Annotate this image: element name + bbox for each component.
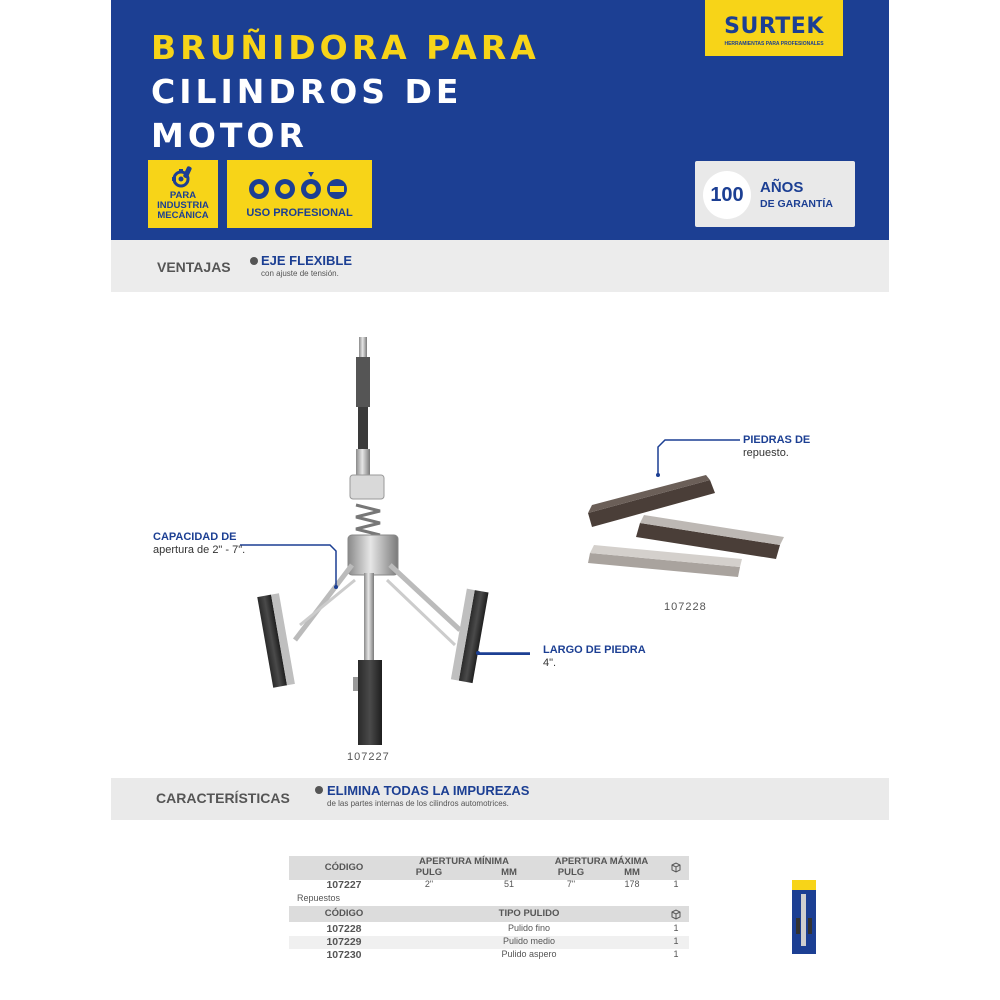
row-code: 107227 — [326, 879, 362, 891]
row-qty: 1 — [673, 936, 679, 946]
main-spec-table — [289, 856, 689, 892]
capacity-callout-sub: apertura de 2" - 7". — [153, 544, 246, 556]
usage-level-icon — [245, 172, 355, 200]
product-title-line-2: CILINDROS DE — [151, 72, 463, 111]
header-min-pulg: PULG — [415, 867, 443, 878]
advantages-label: VENTAJAS — [157, 259, 231, 275]
main-product-code: 107227 — [347, 751, 390, 763]
features-title: ELIMINA TODAS LA IMPUREZAS — [327, 783, 530, 798]
table-row — [289, 923, 689, 936]
industry-badge-text: PARA INDUSTRIA MECÁNICA — [157, 190, 209, 221]
package-thumbnail-image — [790, 878, 818, 956]
table-row — [289, 936, 689, 949]
row-max-mm: 178 — [624, 879, 640, 889]
surtek-logo — [705, 0, 843, 56]
advantages-subtitle: con ajuste de tensión. — [261, 269, 339, 278]
header-polish-type: TIPO PULIDO — [498, 908, 560, 919]
table-row — [289, 949, 689, 962]
brand-name: SURTEK — [724, 14, 824, 39]
cylinder-hone-image — [240, 325, 530, 750]
warranty-text: DE GARANTÍA — [760, 198, 833, 210]
features-label: CARACTERÍSTICAS — [156, 790, 290, 806]
row-qty: 1 — [673, 949, 679, 959]
gear-wrench-icon — [170, 164, 196, 190]
row-polish-type: Pulido medio — [502, 936, 556, 946]
features-subtitle: de las partes internas de los cilindros automotrices. — [327, 799, 509, 808]
row-max-pulg: 7" — [566, 879, 576, 889]
row-polish-type: Pulido fino — [507, 923, 551, 933]
capacity-callout-title: CAPACIDAD DE — [153, 531, 237, 543]
row-min-pulg: 2" — [424, 879, 434, 889]
header-max-mm: MM — [624, 867, 640, 878]
header-code: CÓDIGO — [324, 862, 364, 873]
row-qty: 1 — [673, 923, 679, 933]
header-max-opening: APERTURA MÁXIMA — [554, 856, 649, 867]
spares-table-header — [289, 906, 689, 922]
spares-table — [289, 906, 689, 966]
row-min-mm: 51 — [503, 879, 514, 889]
row-qty: 1 — [673, 879, 679, 889]
header-code: CÓDIGO — [324, 908, 364, 919]
spare-product-code: 107228 — [664, 601, 707, 613]
advantages-band — [111, 240, 889, 292]
bullet-icon — [315, 786, 323, 794]
table-row — [289, 879, 689, 892]
product-title-line-3: MOTOR — [151, 116, 308, 155]
row-code: 107229 — [326, 936, 362, 948]
warranty-badge — [695, 161, 855, 227]
bullet-icon — [250, 257, 258, 265]
spare-stones-callout-sub: repuesto. — [743, 447, 789, 459]
product-title-line-1: BRUÑIDORA PARA — [151, 28, 540, 67]
row-code: 107228 — [326, 923, 362, 935]
header-min-opening: APERTURA MÍNIMA — [419, 856, 509, 867]
header-max-pulg: PULG — [557, 867, 585, 878]
features-band — [111, 778, 889, 820]
stone-length-callout-sub: 4". — [543, 657, 557, 669]
main-table-header — [289, 856, 689, 880]
brand-tagline: HERRAMIENTAS PARA PROFESIONALES — [724, 41, 824, 47]
advantages-title: EJE FLEXIBLE — [261, 253, 353, 268]
professional-use-text: USO PROFESIONAL — [246, 207, 353, 219]
spares-label: Repuestos — [297, 893, 341, 903]
package-icon — [670, 908, 682, 920]
spare-stones-callout-title: PIEDRAS DE — [743, 434, 811, 446]
professional-use-badge — [227, 160, 372, 228]
industry-badge — [148, 160, 218, 228]
row-polish-type: Pulido aspero — [501, 949, 557, 959]
stone-length-callout-title: LARGO DE PIEDRA — [543, 644, 646, 656]
callout-line-stone — [478, 653, 530, 655]
warranty-number: 100 — [710, 184, 744, 206]
header-banner — [111, 0, 889, 240]
warranty-circle — [703, 171, 751, 219]
header-min-mm: MM — [501, 867, 517, 878]
package-icon — [670, 861, 682, 873]
row-code: 107230 — [326, 949, 362, 961]
warranty-years: AÑOS — [760, 179, 804, 196]
